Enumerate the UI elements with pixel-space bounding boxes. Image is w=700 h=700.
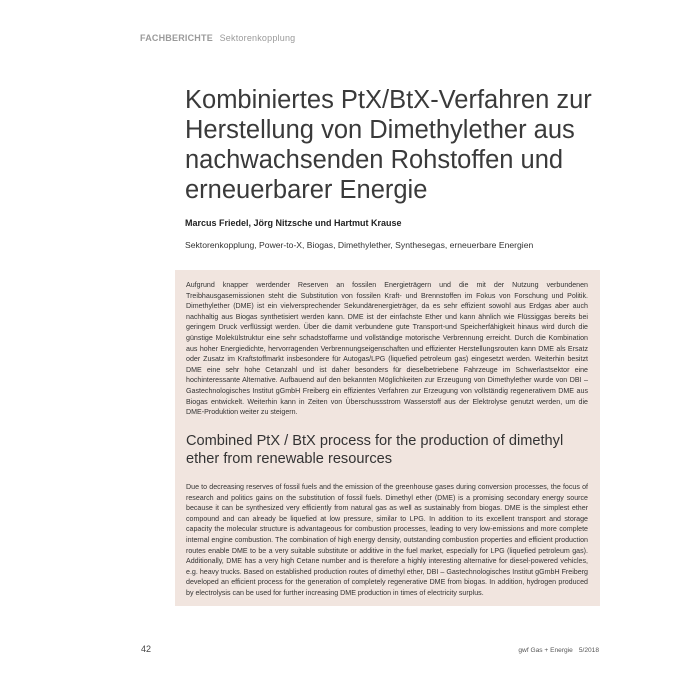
article-keywords: Sektorenkopplung, Power-to-X, Biogas, Dimethylether, Synthesegas, erneuerbare Energien	[185, 240, 534, 250]
abstract-german: Aufgrund knapper werdender Reserven an fossilen Energieträgern und die mit der Nutzung verbundenen Treibhausgasemissionen steht die Substitution von fossilen Kraft- und Brennstoffen im Fokus von Forschung und Politik. Dimethylether (DME) ist ein vielversprechender Sekundärenergieträger, da es sehr effizient sowohl aus Erdgas aber auch nachhaltig aus Biogas synthetisiert werden kann. DME ist der einfachste Ether und kann ähnlich wie Flüssiggas bereits bei geringem Druck verflüssigt werden. Über die damit verbundene gute Transport-und Speicherfähigkeit hinaus wird durch die günstige Molekülstruktur eine sehr schadstoffarme und vollständige motorische Verbrennung erreicht. Durch die Kombination aus hoher Energiedichte, hervorragenden Verbrennungseigenschaften und effizienter Herstellungsrouten kann DME als Ersatz oder Zusatz im Kraftstoffmarkt insbesondere für Autogas/LPG (liquefied petroleum gas) eingesetzt werden. Weiterhin besitzt DME eine sehr hohe Cetanzahl und ist daher besonders für dieselbetriebene Fahrzeuge im Schwerlastsektor eine hochinteressante Alternative. Aufbauend auf den bekannten Möglichkeiten zur Erzeugung von Dimethylether wurde von DBI – Gastechnologisches Institut gGmbH Freiberg ein effizientes Verfahren zur Erzeugung von vollständig regenerativem DME aus Biogas entwickelt. Weiterhin kann in Zeiten von Überschussstrom Wasserstoff aus der Elektrolyse genutzt werden, um die DME-Produktion weiter zu steigern.	[186, 281, 588, 417]
journal-name: gwf Gas + Energie	[518, 647, 573, 654]
journal-issue: 5/2018	[578, 647, 599, 654]
abstract-english: Due to decreasing reserves of fossil fuels and the emission of the greenhouse gases during conversion processes, the focus of research and politics gains on the substitution of fossil fuels. Dimethyl ether (DME) is a promising secondary energy source because it can be synthesized very efficiently from natural gas as well as sustainably from biogas. DME is the simplest ether compound and can already be liquefied at low pressure, similar to LPG. In addition to its excellent transport and storage capacity the molecular structure is advantageous for combustion processes, leading to very low-emissions and more complete internal engine combustion. The combination of high energy density, outstanding combustion properties and efficient production routes enable DME to be a very suitable substitute or additive in the fuel market, especially for LPG (liquefied petroleum gas). Additionally, DME has a very high Cetane number and is therefore a highly interesting alternative for diesel-powered vehicles, e.g. heavy trucks. Based on established production routes of dimethyl ether, DBI – Gastechnologisches Institut gGmbH Freiberg developed an efficient process for the generation of completely regenerative DME from biogas. In addition, hydrogen produced by electrolysis can be used for further increasing DME production in times of electricity surplus.	[186, 483, 588, 597]
abstract-box	[175, 270, 600, 606]
page-number: 42	[141, 644, 152, 654]
journal-footer	[518, 647, 599, 654]
english-title: Combined PtX / BtX process for the production of dimethyl ether from renewable resources	[186, 433, 564, 467]
article-authors: Marcus Friedel, Jörg Nitzsche und Hartmut Krause	[185, 218, 402, 228]
article-title: Kombiniertes PtX/BtX-Verfahren zur Herstellung von Dimethylether aus nachwachsenden Rohstoffen und erneuerbarer Energie	[185, 86, 592, 204]
running-header	[140, 33, 295, 43]
section-label: FACHBERICHTE	[140, 33, 213, 43]
subsection-label: Sektorenkopplung	[219, 33, 296, 43]
